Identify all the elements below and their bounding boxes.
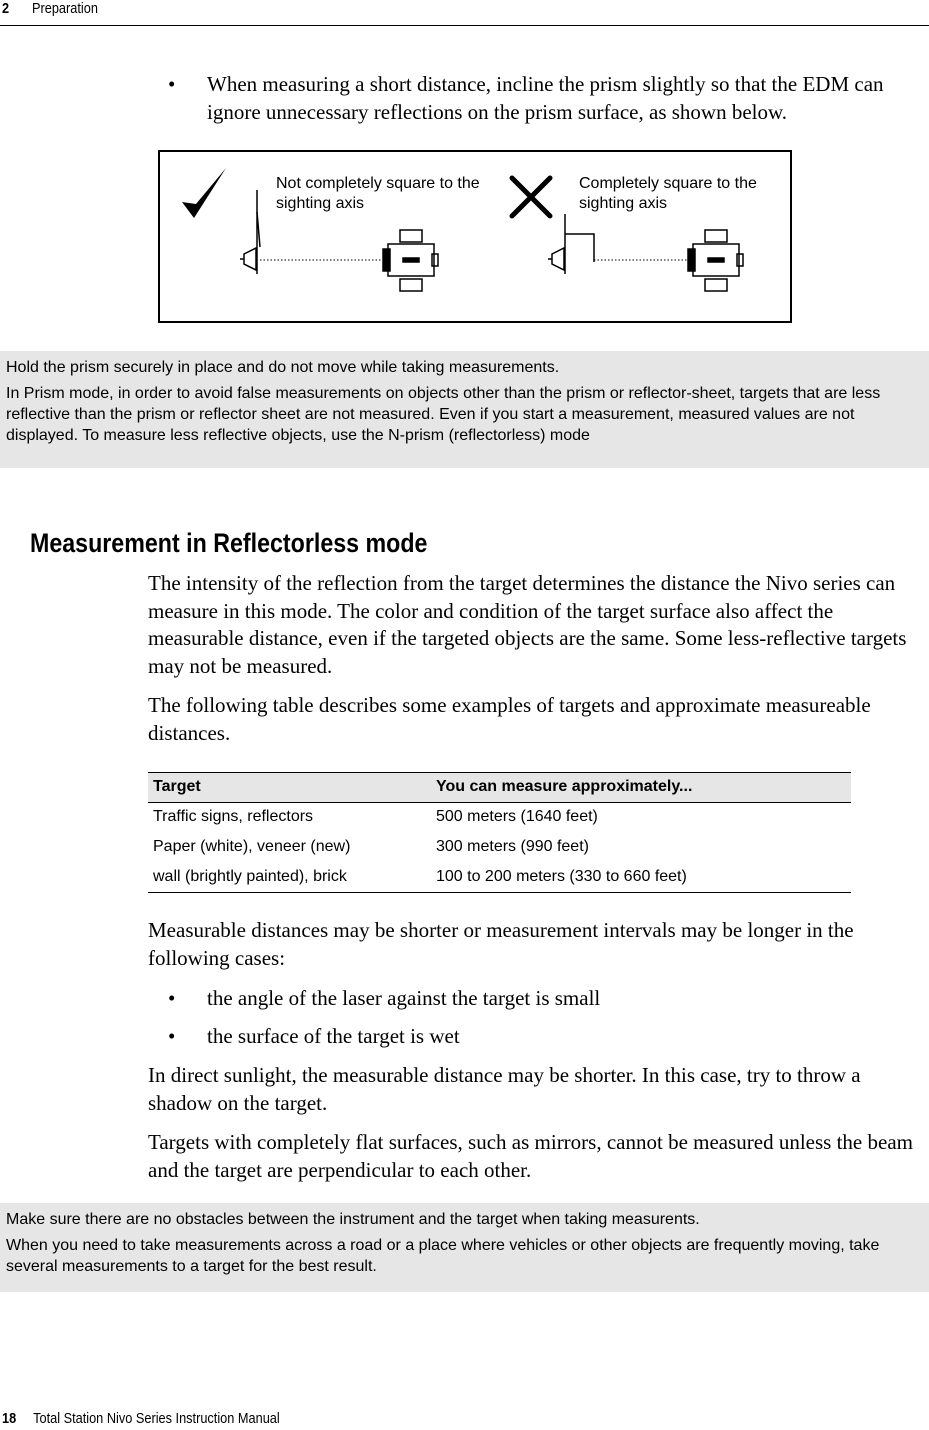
table-cell: wall (brightly painted), brick: [153, 868, 347, 885]
table-cell: 500 meters (1640 feet): [436, 808, 598, 825]
table-cell: Traffic signs, reflectors: [153, 808, 314, 825]
note-text: In Prism mode, in order to avoid false measurements on objects other than the prism or reflector-sheet, targets that are less reflective than the prism or reflector sheet are not measured. Even if you start a measurement, measured values are not displayed. To measure less reflective objects, use the N-prism (reflectorless) mode: [6, 385, 881, 444]
body-paragraph: In direct sunlight, the measurable distance may be shorter. In this case, try to throw a shadow on the target.: [148, 1063, 861, 1115]
section-heading: Measurement in Reflectorless mode: [30, 528, 428, 558]
bullet-text: When measuring a short distance, incline the prism slightly so that the EDM can ignore unnecessary reflections on the prism surface, as shown below.: [207, 72, 884, 124]
body-paragraph: Targets with completely flat surfaces, such as mirrors, cannot be measured unless the beam and the target are perpendicular to each other.: [148, 1130, 913, 1182]
bullet-marker: •: [168, 1024, 176, 1048]
instrument-icon-right: [688, 230, 743, 291]
note-text: Make sure there are no obstacles between the instrument and the target when taking measurents.: [6, 1211, 700, 1228]
body-paragraph: Measurable distances may be shorter or measurement intervals may be longer in the following cases:: [148, 918, 854, 970]
list-item: [168, 984, 908, 1012]
page-header: [0, 0, 929, 26]
table-header-target: Target: [153, 778, 201, 795]
page-footer: [2, 1410, 280, 1427]
note-text: Hold the prism securely in place and do not move while taking measurements.: [6, 359, 560, 376]
bullet-marker: •: [168, 986, 176, 1010]
cross-icon: [512, 178, 550, 216]
table-row: [148, 803, 851, 833]
body-paragraph: The following table describes some examples of targets and approximate measureable distances.: [148, 693, 871, 745]
label-not-square: Not completely square to the sighting axis: [276, 175, 480, 212]
intro-bullet: [168, 70, 908, 126]
bullet-marker: •: [168, 72, 176, 96]
table-header-distance: You can measure approximately...: [436, 778, 693, 795]
prism-square-icon: [548, 214, 594, 274]
bullet-text: the surface of the target is wet: [207, 1024, 460, 1048]
instrument-icon-left: [383, 230, 438, 291]
distance-table: [148, 772, 851, 893]
label-square: Completely square to the sighting axis: [579, 175, 757, 212]
table-cell: Paper (white), veneer (new): [153, 838, 351, 855]
note-box-prism: [0, 351, 929, 468]
table-row: [148, 833, 851, 863]
table-cell: 100 to 200 meters (330 to 660 feet): [436, 868, 687, 885]
table-row: [148, 863, 851, 893]
manual-title: Total Station Nivo Series Instruction Manual: [33, 1410, 280, 1427]
note-text: When you need to take measurements across a road or a place where vehicles or other objects are frequently moving, take several measurements to a target for the best result.: [6, 1237, 880, 1275]
chapter-title: Preparation: [32, 0, 98, 17]
page-number: 18: [2, 1410, 17, 1427]
body-paragraph: The intensity of the reflection from the target determines the distance the Nivo series can measure in this mode. The color and condition of the target surface also affect the measurable distance, even if the targeted objects are the same. Some less-reflective targets may not be measured.: [148, 571, 907, 678]
list-item: [168, 1022, 908, 1050]
prism-incline-figure: [158, 150, 792, 323]
chapter-number: 2: [2, 0, 10, 17]
check-icon: [182, 168, 226, 218]
table-header-row: [148, 772, 851, 803]
note-box-obstacles: [0, 1203, 929, 1292]
prism-tilted-icon: [240, 190, 260, 274]
table-cell: 300 meters (990 feet): [436, 838, 589, 855]
bullet-text: the angle of the laser against the target is small: [207, 986, 601, 1010]
